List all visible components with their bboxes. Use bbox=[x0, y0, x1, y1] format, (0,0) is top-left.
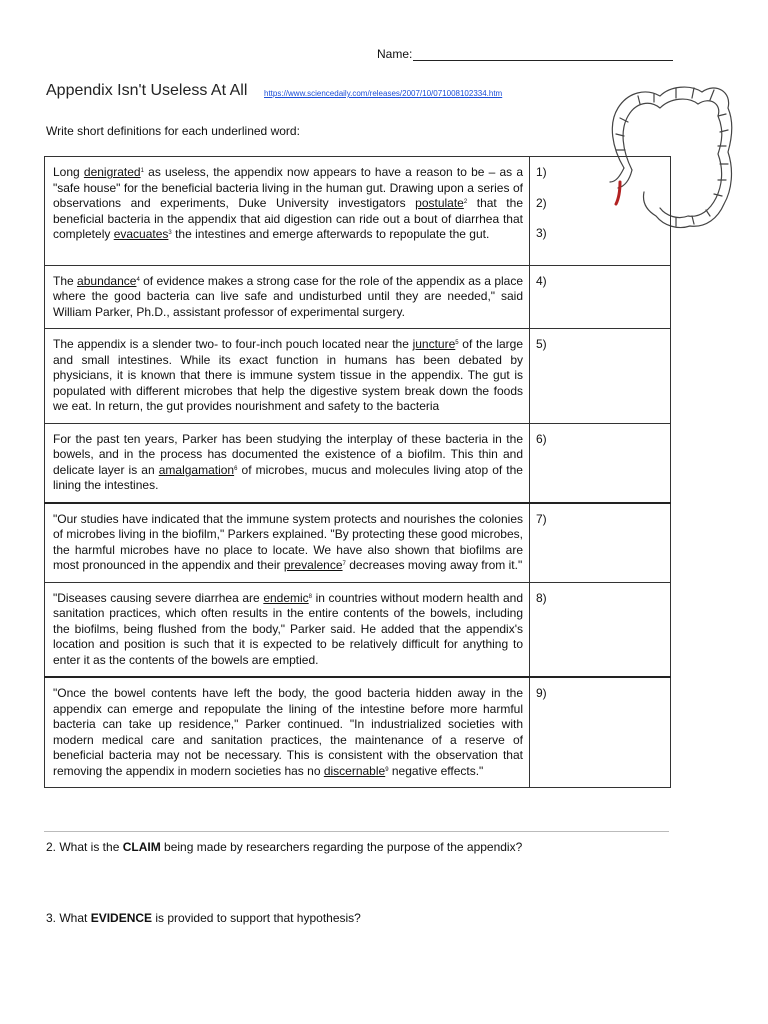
answer-number: 9) bbox=[536, 686, 547, 700]
passages-table bbox=[44, 156, 671, 788]
question-3-keyword: EVIDENCE bbox=[90, 911, 153, 925]
instructions: Write short definitions for each underlined word: bbox=[46, 124, 300, 138]
question-2 bbox=[46, 840, 522, 854]
passage-text bbox=[45, 503, 530, 583]
question-2-keyword: CLAIM bbox=[122, 840, 161, 854]
passage-text-segment: The appendix is a slender two- to four-inch pouch located near the bbox=[53, 337, 413, 351]
passage-text-segment: of microbes, mucus and molecules living atop of the lining the intestines. bbox=[53, 462, 523, 492]
answer-cell[interactable] bbox=[530, 265, 671, 329]
name-field[interactable] bbox=[377, 47, 673, 61]
name-label: Name: bbox=[377, 47, 413, 61]
source-link[interactable]: https://www.sciencedaily.com/releases/2007/10/071008102334.htm bbox=[264, 89, 503, 98]
passage-text-segment: The bbox=[53, 273, 78, 288]
vocab-word: postulate bbox=[415, 196, 464, 210]
passage-row bbox=[45, 677, 671, 788]
answer-cell[interactable] bbox=[530, 582, 671, 677]
passage-text bbox=[45, 677, 530, 788]
answer-number: 5) bbox=[536, 337, 547, 351]
vocab-number: 8 bbox=[308, 593, 313, 600]
question-2-post: being made by researchers regarding the purpose of the appendix? bbox=[160, 840, 523, 854]
passage-text-segment: of the large and small intestines. While its exact function in humans has been debated by physicians, it is known that there is immune system tissue in the appendix. The gut is populated with different microbes that help the digestive system break down the foods we eat. In return, the gut provides nourishment and safety to the bacteria bbox=[53, 337, 524, 413]
answer-number: 4) bbox=[536, 273, 547, 288]
answer-cell[interactable] bbox=[530, 677, 671, 788]
passage-text-segment: "Our studies have indicated that the immune system protects and nourishes the colonies of microbes living in the biofilm," Parkers explained. "By protecting these good microbes, the harmful microbes have no place to locate. We have also shown that biofilms are most pronounced in the appendix and their bbox=[53, 511, 523, 572]
passage-row bbox=[45, 329, 671, 424]
vocab-word: abundance bbox=[77, 273, 137, 288]
vocab-number: 6 bbox=[234, 465, 238, 472]
name-blank[interactable] bbox=[413, 48, 673, 61]
answer-number: 3) bbox=[536, 226, 547, 240]
worksheet-title: Appendix Isn't Useless At All bbox=[46, 82, 248, 99]
passage-text bbox=[45, 423, 530, 503]
passage-text-segment: decreases moving away from it." bbox=[345, 558, 523, 572]
answer-number: 2) bbox=[536, 195, 547, 210]
passage-text bbox=[45, 329, 530, 424]
passage-text-segment: negative effects." bbox=[388, 763, 484, 778]
vocab-number: 3 bbox=[168, 230, 172, 236]
vocab-number: 1 bbox=[140, 168, 144, 174]
section-divider bbox=[44, 831, 669, 832]
passage-text bbox=[45, 582, 530, 677]
vocab-word: prevalence bbox=[283, 558, 343, 572]
passage-text bbox=[45, 265, 530, 329]
vocab-number: 9 bbox=[385, 766, 389, 773]
passage-row bbox=[45, 423, 671, 503]
vocab-number: 7 bbox=[342, 561, 346, 567]
question-3-post: is provided to support that hypothesis? bbox=[152, 911, 361, 925]
passage-text-segment: For the past ten years, Parker has been studying the interplay of these bacteria in the bowels, and in the process has documented the existence of a biofilm. This thin and delicate layer is an bbox=[53, 431, 523, 477]
vocab-word: evacuates bbox=[113, 227, 169, 241]
vocab-number: 2 bbox=[463, 199, 468, 205]
question-3 bbox=[46, 911, 361, 925]
answer-number: 8) bbox=[536, 590, 547, 605]
passage-text-segment: Long bbox=[53, 165, 84, 179]
passage-row bbox=[45, 265, 671, 329]
answer-number: 7) bbox=[536, 511, 547, 526]
answer-number: 6) bbox=[536, 431, 547, 446]
passage-row bbox=[45, 157, 671, 266]
passage-text bbox=[45, 157, 530, 266]
passage-text-segment: "Diseases causing severe diarrhea are bbox=[53, 590, 264, 605]
question-3-pre: 3. What bbox=[46, 911, 91, 925]
vocab-word: discernable bbox=[323, 763, 386, 778]
answer-number: 1) bbox=[536, 165, 547, 179]
passage-text-segment: in countries without modern health and sanitation practices, which often results in the entire contents of the bowels, including the biofilms, being flushed from the body," Parker said. He added that the appendix's location and position is such that it is expected to be relatively difficult for anything to enter it as the contents of the bowels are emptied. bbox=[53, 590, 523, 667]
vocab-word: amalgamation bbox=[158, 462, 235, 477]
passage-text-segment: "Once the bowel contents have left the body, the good bacteria hidden away in the appendix can emerge and repopulate the lining of the intestine before more harmful bacteria can take up residence," Parker continued. "In industrialized societies with modern medical care and sanitation practices, the maintenance of a reserve of beneficial bacteria may not be necessary. This is consistent with the observation that removing the appendix in modern societies has no bbox=[53, 686, 523, 778]
passage-row bbox=[45, 503, 671, 583]
answer-cell[interactable] bbox=[530, 329, 671, 424]
passage-text-segment: of evidence makes a strong case for the role of the appendix as a place where the good bacteria can live safe and undisturbed until they are needed," said William Parker, Ph.D., assistant professor of experimental surgery. bbox=[53, 273, 524, 319]
passage-text-segment: the intestines and emerge afterwards to repopulate the gut. bbox=[171, 227, 490, 241]
answer-cell[interactable] bbox=[530, 423, 671, 503]
passage-text-segment: that the beneficial bacteria in the appendix that aid digestion can ride out a bout of diarrhea that completely bbox=[53, 196, 523, 241]
answer-cell[interactable] bbox=[530, 503, 671, 583]
vocab-word: endemic bbox=[263, 590, 309, 605]
answer-cell[interactable] bbox=[530, 157, 671, 266]
passage-text-segment: as useless, the appendix now appears to have a reason to be – as a "safe house" for the beneficial bacteria living in the human gut. Drawing upon a series of observations and experiments, Duke University investigators bbox=[53, 165, 524, 210]
vocab-word: juncture bbox=[412, 337, 456, 351]
vocab-word: denigrated bbox=[83, 165, 141, 179]
question-2-pre: 2. What is the bbox=[46, 840, 123, 854]
vocab-number: 4 bbox=[136, 276, 140, 283]
vocab-number: 5 bbox=[455, 340, 459, 346]
passage-row bbox=[45, 582, 671, 677]
